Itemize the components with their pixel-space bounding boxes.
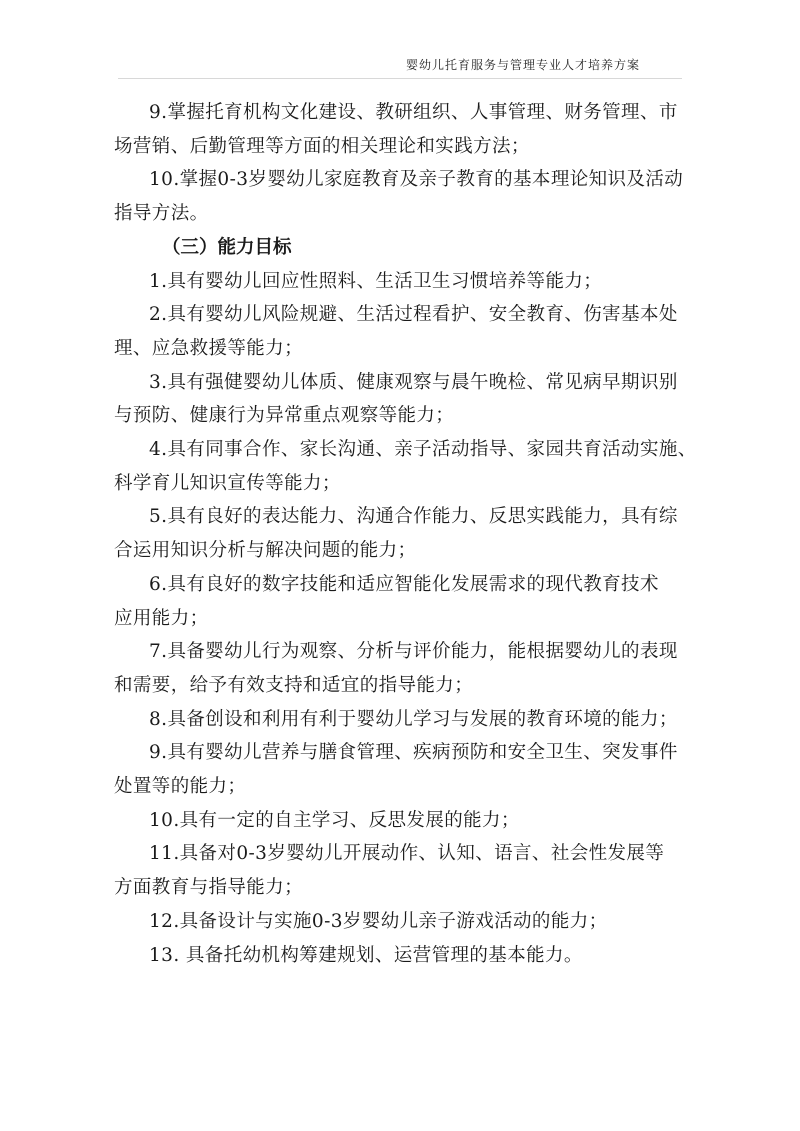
paragraph-line: 应用能力； <box>114 607 209 629</box>
paragraph-line: 8.具备创设和利用有利于婴幼儿学习与发展的教育环境的能力； <box>149 708 678 730</box>
paragraph-line: 10.具有一定的自主学习、反思发展的能力； <box>149 809 520 831</box>
paragraph-line: 和需要，给予有效支持和适宜的指导能力； <box>114 674 474 696</box>
paragraph-line: 与预防、健康行为异常重点观察等能力； <box>114 405 455 427</box>
paragraph-line: 6.具有良好的数字技能和适应智能化发展需求的现代教育技术 <box>149 573 659 595</box>
paragraph-line: 12.具备设计与实施0-3岁婴幼儿亲子游戏活动的能力； <box>149 910 608 932</box>
paragraph-line: 场营销、后勤管理等方面的相关理论和实践方法； <box>114 135 530 157</box>
paragraph-line: 处置等的能力； <box>114 776 247 798</box>
document-body <box>112 96 697 972</box>
paragraph-line: 9.掌握托育机构文化建设、教研组织、人事管理、财务管理、市 <box>149 102 678 123</box>
paragraph-line: 5.具有良好的表达能力、沟通合作能力、反思实践能力，具有综 <box>149 506 678 528</box>
paragraph-line: 合运用知识分析与解决问题的能力； <box>114 540 417 562</box>
paragraph-line: 3.具有强健婴幼儿体质、健康观察与晨午晚检、常见病早期识别 <box>149 371 678 393</box>
paragraph-line: 方面教育与指导能力； <box>114 877 304 899</box>
paragraph-line: 4.具有同事合作、家长沟通、亲子活动指导、家园共育活动实施、 <box>149 439 697 461</box>
paragraph-line: 7.具备婴幼儿行为观察、分析与评价能力，能根据婴幼儿的表现 <box>149 641 678 663</box>
paragraph-line: 1.具有婴幼儿回应性照料、生活卫生习惯培养等能力； <box>149 270 603 292</box>
paragraph-line: 9.具有婴幼儿营养与膳食管理、疾病预防和安全卫生、突发事件 <box>149 742 678 764</box>
paragraph-line: 10.掌握0-3岁婴幼儿家庭教育及亲子教育的基本理论知识及活动 <box>149 169 684 191</box>
header-divider <box>118 78 682 79</box>
paragraph-line: 科学育儿知识宣传等能力； <box>114 472 341 494</box>
section-heading: （三）能力目标 <box>162 236 292 258</box>
paragraph-line: 指导方法。 <box>114 203 209 225</box>
page-header-title: 婴幼儿托育服务与管理专业人才培养方案 <box>405 58 640 72</box>
paragraph-line: 2.具有婴幼儿风险规避、生活过程看护、安全教育、伤害基本处 <box>149 304 678 326</box>
paragraph-line: 11.具备对0-3岁婴幼儿开展动作、认知、语言、社会性发展等 <box>149 843 665 865</box>
paragraph-line: 理、应急救援等能力； <box>114 337 304 359</box>
paragraph-line: 13. 具备托幼机构筹建规划、运营管理的基本能力。 <box>149 944 583 966</box>
